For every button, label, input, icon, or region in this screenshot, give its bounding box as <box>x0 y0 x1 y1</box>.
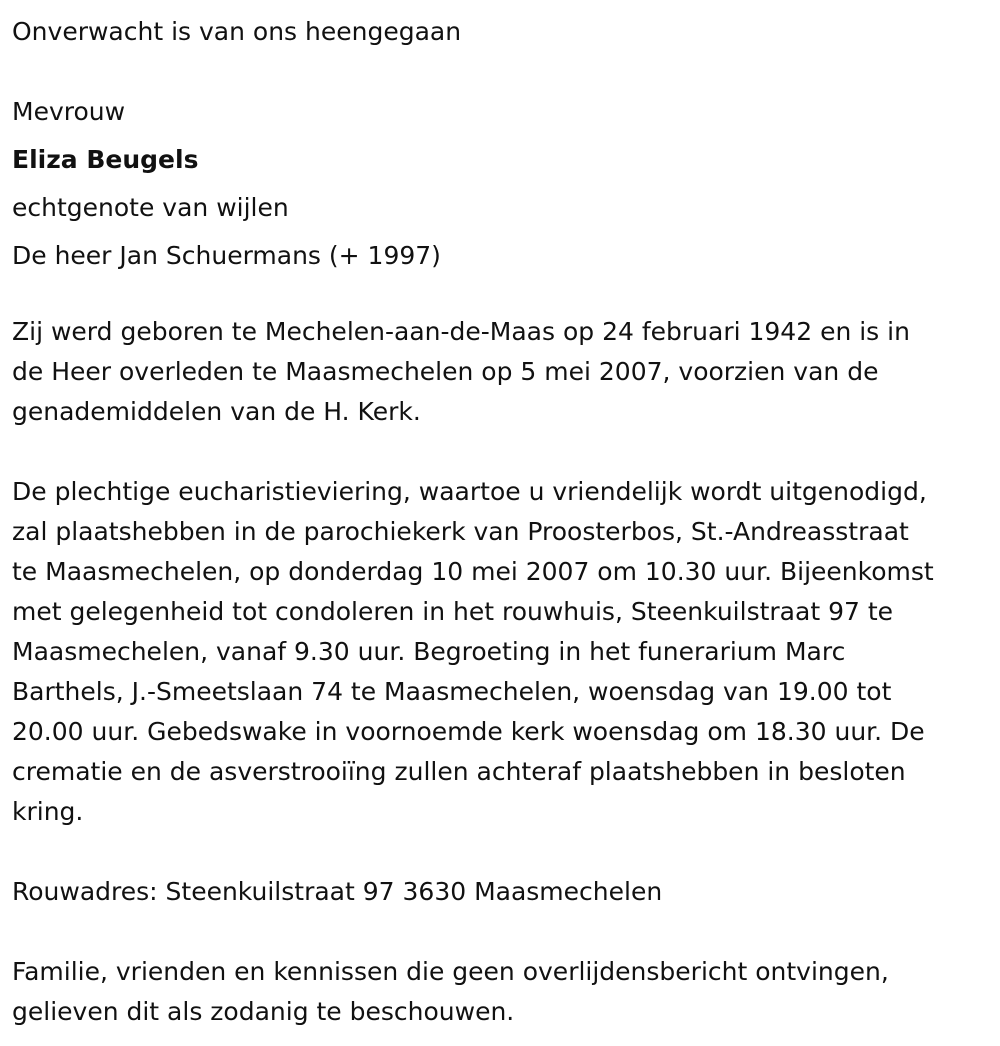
spacer <box>12 832 988 872</box>
deceased-name: Eliza Beugels <box>12 145 199 174</box>
spacer <box>12 432 988 472</box>
birth-death-paragraph <box>12 312 988 432</box>
paragraph-line: te Maasmechelen, op donderdag 10 mei 2007 om 10.30 uur. Bijeenkomst <box>12 557 934 586</box>
paragraph-line: gelieven dit als zodanig te beschouwen. <box>12 997 515 1026</box>
address-line <box>12 872 988 912</box>
spacer <box>12 912 988 952</box>
salutation: Mevrouw <box>12 97 126 126</box>
paragraph-line: zal plaatshebben in de parochiekerk van Proosterbos, St.-Andreasstraat <box>12 517 909 546</box>
paragraph-line: Barthels, J.-Smeetslaan 74 te Maasmechelen, woensdag van 19.00 tot <box>12 677 892 706</box>
paragraph-line: crematie en de asverstrooiïng zullen achteraf plaatshebben in besloten <box>12 757 906 786</box>
paragraph-line: met gelegenheid tot condoleren in het rouwhuis, Steenkuilstraat 97 te <box>12 597 894 626</box>
paragraph-line: Rouwadres: Steenkuilstraat 97 3630 Maasmechelen <box>12 877 663 906</box>
spacer <box>12 280 988 312</box>
ceremony-paragraph <box>12 472 988 832</box>
paragraph-line: 20.00 uur. Gebedswake in voornoemde kerk woensdag om 18.30 uur. De <box>12 717 925 746</box>
paragraph-line: Familie, vrienden en kennissen die geen overlijdensbericht ontvingen, <box>12 957 889 986</box>
paragraph-line: Maasmechelen, vanaf 9.30 uur. Begroeting in het funerarium Marc <box>12 637 846 666</box>
intro-line: Onverwacht is van ons heengegaan <box>12 17 462 46</box>
paragraph-line: De plechtige eucharistieviering, waartoe u vriendelijk wordt uitgenodigd, <box>12 477 927 506</box>
paragraph-line: de Heer overleden te Maasmechelen op 5 mei 2007, voorzien van de <box>12 357 879 386</box>
paragraph-line: kring. <box>12 797 84 826</box>
spacer <box>12 56 988 88</box>
spouse-line: De heer Jan Schuermans (+ 1997) <box>12 241 441 270</box>
paragraph-line: genademiddelen van de H. Kerk. <box>12 397 421 426</box>
relation-line: echtgenote van wijlen <box>12 193 289 222</box>
closing-paragraph <box>12 952 988 1032</box>
paragraph-line: Zij werd geboren te Mechelen-aan-de-Maas op 24 februari 1942 en is in <box>12 317 910 346</box>
